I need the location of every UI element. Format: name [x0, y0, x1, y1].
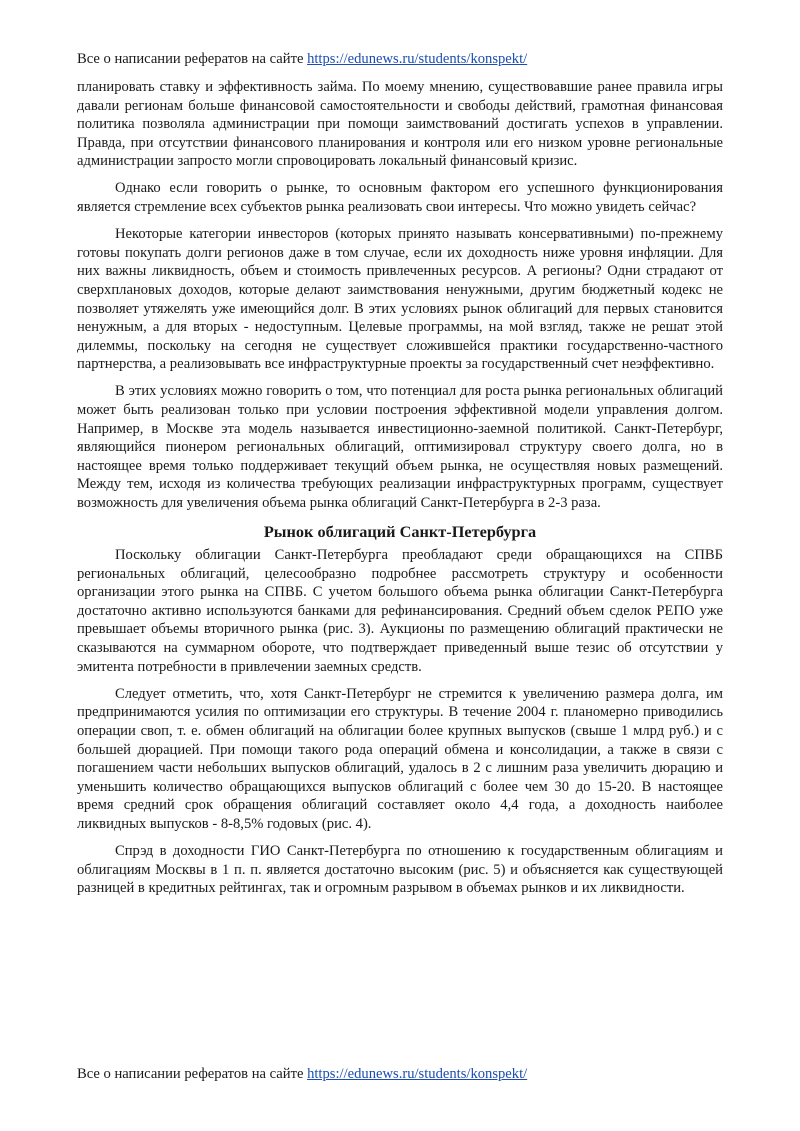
page-footer: [77, 1065, 527, 1083]
paragraph: Спрэд в доходности ГИО Санкт-Петербурга по отношению к государственным облигациям и облигациям Москвы в 1 п. п. является достаточно высоким (рис. 5) и объясняется как существующей разницей в кредитных рейтингах, так и огромным разрывом в объемах рынков и их ликвидности.: [77, 842, 723, 897]
document-body: [77, 78, 723, 906]
footer-text: Все о написании рефератов на сайте: [77, 1066, 308, 1082]
paragraph: Следует отметить, что, хотя Санкт-Петербург не стремится к увеличению размера долга, им предпринимаются усилия по оптимизации его структуры. В течение 2004 г. планомерно приводились операции своп, т. е. обмен облигаций на облигации более крупных выпусков (свыше 1 млрд руб.) и с большей дюрацией. При помощи такого рода операций обмена и консолидации, а также в связи с погашением части небольших выпусков облигаций, удалось в 2 с лишним раза увеличить дюрацию и уменьшить количество обращающихся выпусков облигаций с более чем 30 до 15-20. В настоящее время средний срок обращения облигаций составляет около 4,4 года, а доходность наиболее ликвидных выпусков - 8-8,5% годовых (рис. 4).: [77, 685, 723, 832]
footer-link[interactable]: https://edunews.ru/students/konspekt/: [307, 1066, 528, 1082]
header-text: Все о написании рефератов на сайте: [77, 51, 308, 67]
paragraph: планировать ставку и эффективность займа. По моему мнению, существовавшие ранее правила игры давали регионам больше финансовой самостоятельности и свободы действий, грамотная финансовая политика позволяла администрации при помощи заимствований достигать успехов в управлении. Правда, при отсутствии финансового планирования и контроля или его низком уровне региональные администрации запросто могли спровоцировать локальный финансовый кризис.: [77, 79, 723, 170]
header-link[interactable]: https://edunews.ru/students/konspekt/: [307, 51, 528, 67]
section-title: Рынок облигаций Санкт-Петербурга: [263, 522, 537, 542]
paragraph: Некоторые категории инвесторов (которых принято называть консервативными) по-прежнему готовы покупать долги регионов даже в том случае, если их доходность ниже уровня инфляции. Для них важны ликвидность, объем и стоимость привлеченных ресурсов. А регионы? Одни страдают от сверхплановых доходов, которые делают заимствования ненужными, другим бюджетный кодекс не позволяет утяжелять уже имеющийся долг. В этих условиях рынок облигаций для первых становится ненужным, а для вторых - недоступным. Целевые программы, на мой взгляд, также не решат этой дилеммы, поскольку на сегодня не существует сложившейся практики государственно-частного партнерства, а реализовывать все инфраструктурные проекты за государственный счет неэффективно.: [77, 226, 723, 373]
paragraph: В этих условиях можно говорить о том, что потенциал для роста рынка региональных облигаций может быть реализован только при условии построения эффективной модели управления долгом. Например, в Москве эта модель называется инвестиционно-заемной политикой. Санкт-Петербург, являющийся пионером региональных облигаций, оптимизировал структуру своего долга, но в настоящее время только поддерживает текущий объем рынка, не осуществляя новых размещений. Между тем, исходя из количества требующих реализации инфраструктурных программ, существует возможность для увеличения объема рынка облигаций Санкт-Петербурга в 2-3 раза.: [77, 383, 723, 511]
paragraph: Поскольку облигации Санкт-Петербурга преобладают среди обращающихся на СПВБ региональных облигаций, целесообразно подробнее рассмотреть структуру и особенности организации этого рынка на СПВБ. С учетом большого объема рынка облигации Санкт-Петербурга достаточно активно используются банками для рефинансирования. Средний объем сделок РЕПО уже превышает объемы вторичного рынка (рис. 3). Аукционы по размещению облигаций практически не сказываются на суммарном обороте, что подтверждает приведенный выше тезис об отсутствии у эмитента потребности в привлечении заемных средств.: [77, 547, 723, 675]
paragraph: Однако если говорить о рынке, то основным фактором его успешного функционирования является стремление всех субъектов рынка реализовать свои интересы. Что можно увидеть сейчас?: [77, 180, 723, 216]
page-header: [77, 50, 527, 68]
